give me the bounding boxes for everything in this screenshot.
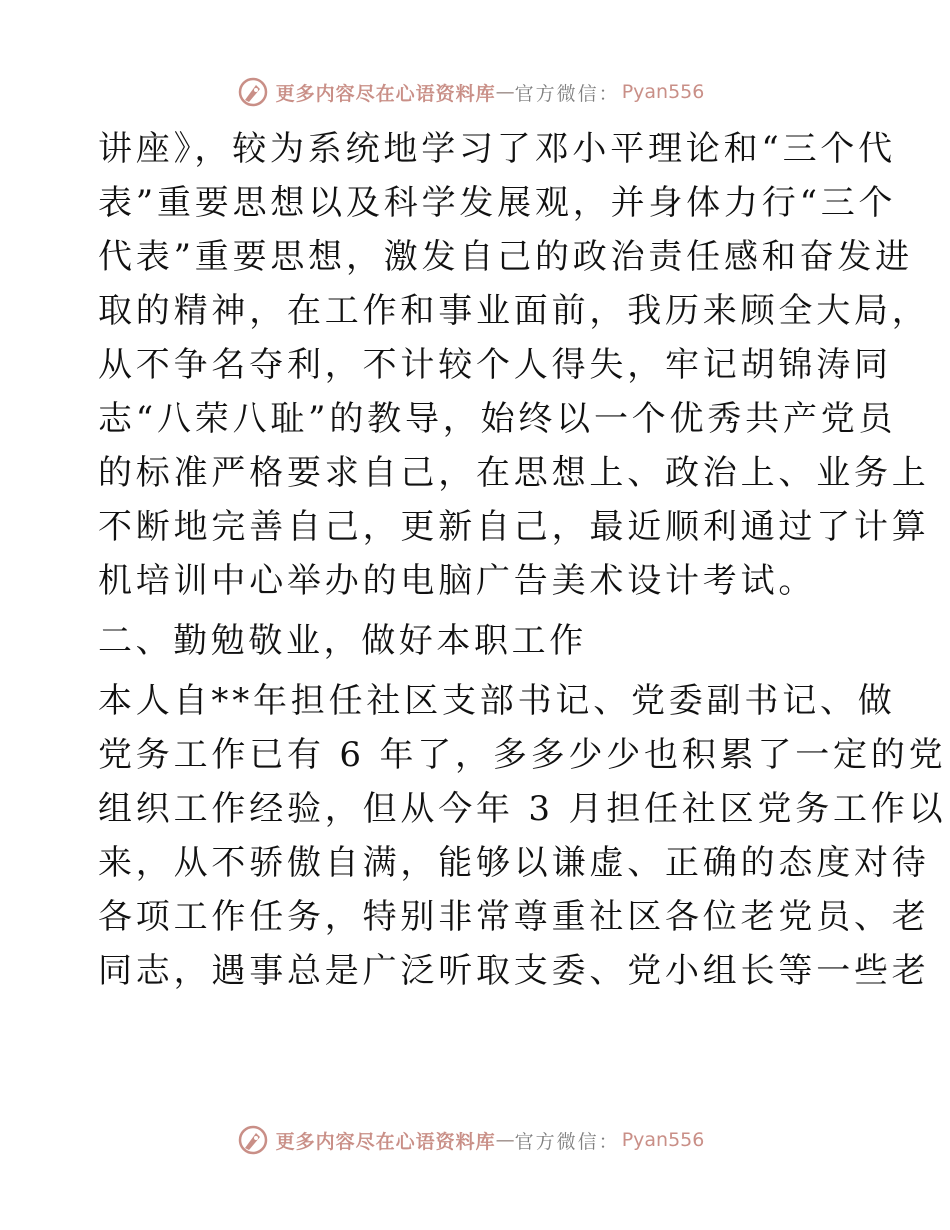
watermark-dash: —	[495, 1129, 515, 1151]
text-line: 的标准严格要求自己，在思想上、政治上、业务上	[98, 453, 930, 493]
text-line: 同志，遇事总是广泛听取支委、党小组长等一些老	[98, 951, 930, 991]
text-line: 党务工作已有 6 年了，多多少少也积累了一定的党	[98, 735, 947, 775]
header-watermark	[0, 72, 950, 112]
pen-nib-logo-icon	[236, 75, 270, 109]
pen-nib-logo-icon	[236, 1123, 270, 1157]
paragraph-2	[98, 674, 947, 998]
text-line: 取的精神，在工作和事业面前，我历来顾全大局，	[98, 291, 930, 331]
text-line: 来，从不骄傲自满，能够以谦虚、正确的态度对待	[98, 843, 930, 883]
text-line: 组织工作经验，但从今年 3 月担任社区党务工作以	[98, 789, 947, 829]
watermark-id: Pyan556	[621, 81, 705, 103]
text-line: 本人自**年担任社区支部书记、党委副书记、做	[98, 681, 896, 721]
text-line: 机培训中心举办的电脑广告美术设计考试。	[98, 561, 817, 601]
text-line: 志“八荣八耻”的教导，始终以一个优秀共产党员	[98, 399, 897, 439]
text-line: 表”重要思想以及科学发展观，并身体力行“三个	[98, 183, 897, 223]
watermark-label: 官方微信：	[514, 82, 620, 105]
text-line: 不断地完善自己，更新自己，最近顺利通过了计算	[98, 507, 930, 547]
watermark-text: 更多内容尽在心语资料库	[275, 1130, 496, 1153]
text-line: 代表”重要思想，激发自己的政治责任感和奋发进	[98, 237, 913, 277]
text-line: 各项工作任务，特别非常尊重社区各位老党员、老	[98, 897, 930, 937]
document-body	[98, 122, 947, 998]
watermark-dash: —	[495, 81, 515, 103]
text-line: 讲座》，较为系统地学习了邓小平理论和“三个代	[98, 129, 896, 169]
text-line: 从不争名夺利，不计较个人得失，牢记胡锦涛同	[98, 345, 892, 385]
paragraph-1	[98, 122, 930, 608]
watermark-id: Pyan556	[621, 1129, 705, 1151]
watermark-text: 更多内容尽在心语资料库	[275, 82, 496, 105]
section-heading: 二、勤勉敬业，做好本职工作	[98, 621, 587, 661]
watermark-label: 官方微信：	[514, 1130, 620, 1153]
footer-watermark	[0, 1120, 950, 1160]
